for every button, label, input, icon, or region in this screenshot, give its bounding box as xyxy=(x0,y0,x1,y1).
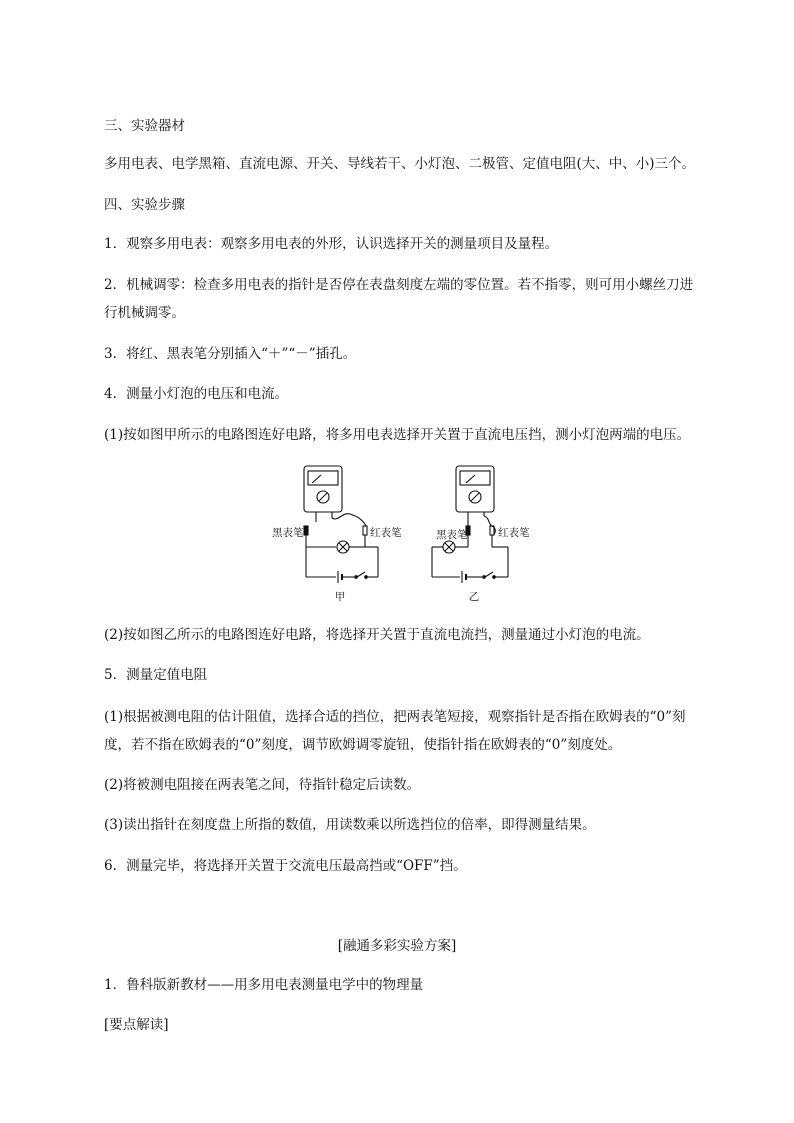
black-probe-label-a: 黑表笔 xyxy=(272,527,304,539)
step-4: 4．测量小灯泡的电压和电流。 xyxy=(104,386,289,402)
extension-heading: [融通多彩实验方案] xyxy=(337,938,457,954)
switch-b xyxy=(485,572,493,577)
red-probe-label-b: 红表笔 xyxy=(498,527,530,539)
section4-heading: 四、实验步骤 xyxy=(104,197,185,213)
section3-heading: 三、实验器材 xyxy=(104,118,185,134)
materials-text: 多用电表、电学黑箱、直流电源、开关、导线若干、小灯泡、二极管、定值电阻(大、中、小)三个。 xyxy=(104,156,696,172)
circuit-figure xyxy=(270,462,560,607)
step-2-line1: 2．机械调零：检查多用电表的指针是否停在表盘刻度左端的零位置。若不指零，则可用小螺丝刀进 xyxy=(104,277,694,293)
caption-a: 甲 xyxy=(334,591,346,603)
circuit-b xyxy=(432,466,508,583)
caption-b: 乙 xyxy=(468,591,480,603)
step-5-1-line1: (1)根据被测电阻的估计阻值，选择合适的挡位，把两表笔短接，观察指针是否指在欧姆表的“0”刻 xyxy=(104,709,686,725)
extension-item-1: 1．鲁科版新教材——用多用电表测量电学中的物理量 xyxy=(104,977,424,993)
switch-a xyxy=(357,572,365,577)
step-5-1-line2: 度，若不指在欧姆表的“0”刻度，调节欧姆调零旋钮，使指针指在欧姆表的“0”刻度处。 xyxy=(104,737,622,753)
step-3: 3．将红、黑表笔分别插入“＋”“－”插孔。 xyxy=(104,346,357,362)
circuit-a xyxy=(304,466,378,583)
step-1: 1．观察多用电表：观察多用电表的外形，认识选择开关的测量项目及量程。 xyxy=(104,236,559,252)
multimeter-a xyxy=(304,466,342,512)
step-5-2: (2)将被测电阻接在两表笔之间，待指针稳定后读数。 xyxy=(104,777,421,793)
step-6: 6．测量完毕，将选择开关置于交流电压最高挡或“OFF”挡。 xyxy=(104,858,467,874)
red-probe-label-a: 红表笔 xyxy=(370,527,402,539)
black-probe-label-b: 黑表笔 xyxy=(436,529,468,541)
step-5-3: (3)读出指针在刻度盘上所指的数值，用读数乘以所选挡位的倍率，即得测量结果。 xyxy=(104,817,596,833)
step-5: 5．测量定值电阻 xyxy=(104,667,208,683)
step-4-1: (1)按如图甲所示的电路图连好电路，将多用电表选择开关置于直流电压挡，测小灯泡两端的电压。 xyxy=(104,427,691,443)
step-2-line2: 行机械调零。 xyxy=(104,305,185,321)
step-4-2: (2)按如图乙所示的电路图连好电路，将选择开关置于直流电流挡，测量通过小灯泡的电流。 xyxy=(104,627,650,643)
key-points-heading: [要点解读] xyxy=(104,1017,169,1033)
multimeter-b xyxy=(456,466,494,512)
